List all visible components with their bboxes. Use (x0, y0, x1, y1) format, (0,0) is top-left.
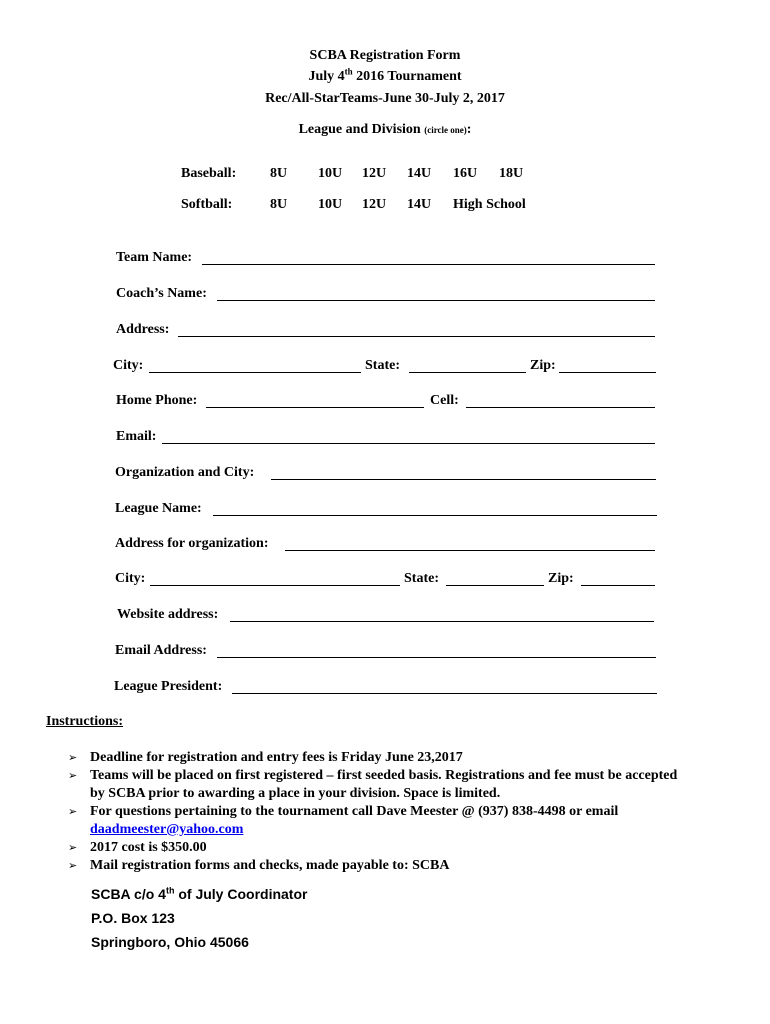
tournament-date-sup: th (344, 66, 353, 77)
instruction-text: Teams will be placed on first registered – first seeded basis. Registrations and fee must be accepted by SCBA prior to awarding a place in your division. Space is limited. (90, 768, 678, 801)
baseball-option[interactable]: 14U (407, 166, 432, 181)
org-state-line[interactable] (446, 585, 544, 586)
home-phone-label: Home Phone: (116, 393, 198, 408)
website-label: Website address: (117, 607, 219, 622)
mailing-line-2: P.O. Box 123 (91, 910, 175, 926)
instructions-heading: Instructions: (46, 714, 124, 729)
mailing-line-3: Springboro, Ohio 45066 (91, 934, 249, 950)
coach-name-label: Coach’s Name: (116, 286, 207, 301)
org-zip-line[interactable] (581, 585, 655, 586)
instructions-list (68, 749, 688, 875)
softball-row (0, 197, 770, 215)
softball-option[interactable]: 12U (362, 197, 387, 212)
address-label: Address: (116, 322, 170, 337)
list-item (68, 767, 688, 803)
instruction-text: 2017 cost is $350.00 (90, 840, 207, 855)
league-name-label: League Name: (115, 501, 202, 516)
mailing-line-1-pre: SCBA c/o 4 (91, 886, 166, 902)
org-city-label: City: (115, 571, 146, 586)
website-line[interactable] (230, 621, 654, 622)
mailing-line-1-post: of July Coordinator (174, 886, 308, 902)
organization-address-line[interactable] (285, 550, 655, 551)
organization-city-line[interactable] (271, 479, 656, 480)
league-president-label: League President: (114, 679, 223, 694)
tournament-dates: Rec/All-StarTeams-June 30-July 2, 2017 (265, 91, 505, 106)
baseball-option[interactable]: 8U (270, 166, 288, 181)
arrow-bullet-icon: ➢ (68, 859, 78, 872)
baseball-option[interactable]: 16U (453, 166, 478, 181)
coach-name-line[interactable] (217, 300, 655, 301)
league-division-colon: : (466, 122, 472, 137)
softball-option[interactable]: High School (453, 197, 526, 212)
organization-address-label: Address for organization: (115, 536, 269, 551)
instruction-text: For questions pertaining to the tournament call Dave Meester @ (937) 838-4498 or email (90, 804, 619, 819)
baseball-option[interactable]: 12U (362, 166, 387, 181)
softball-label: Softball: (181, 197, 233, 212)
league-president-line[interactable] (232, 693, 657, 694)
league-name-line[interactable] (213, 515, 657, 516)
instruction-text: Deadline for registration and entry fees is Friday June 23,2017 (90, 750, 463, 765)
baseball-option[interactable]: 10U (318, 166, 343, 181)
list-item (68, 749, 688, 767)
org-city-line[interactable] (150, 585, 400, 586)
zip-label: Zip: (530, 358, 556, 373)
city-line[interactable] (149, 372, 361, 373)
cell-line[interactable] (466, 407, 655, 408)
state-label: State: (365, 358, 400, 373)
tournament-date-line (0, 66, 770, 85)
email-address-line[interactable] (217, 657, 656, 658)
team-name-label: Team Name: (116, 250, 193, 265)
city-label: City: (113, 358, 144, 373)
address-line[interactable] (178, 336, 655, 337)
arrow-bullet-icon: ➢ (68, 751, 78, 764)
tournament-date-pre: July 4 (308, 69, 345, 84)
team-name-line[interactable] (202, 264, 655, 265)
baseball-row (0, 166, 770, 184)
home-phone-line[interactable] (206, 407, 424, 408)
cell-label: Cell: (430, 393, 459, 408)
circle-one-note: (circle one) (424, 125, 467, 135)
league-division-heading (0, 122, 770, 138)
softball-option[interactable]: 14U (407, 197, 432, 212)
email-line[interactable] (162, 443, 655, 444)
mailing-line-1 (91, 886, 307, 902)
softball-option[interactable]: 8U (270, 197, 288, 212)
arrow-bullet-icon: ➢ (68, 805, 78, 818)
org-zip-label: Zip: (548, 571, 574, 586)
tournament-date-post: 2016 Tournament (352, 69, 462, 84)
form-title: SCBA Registration Form (309, 48, 461, 63)
baseball-option[interactable]: 18U (499, 166, 524, 181)
baseball-label: Baseball: (181, 166, 237, 181)
zip-line[interactable] (559, 372, 656, 373)
list-item (68, 803, 688, 839)
arrow-bullet-icon: ➢ (68, 841, 78, 854)
instruction-text: Mail registration forms and checks, made payable to: SCBA (90, 858, 450, 873)
arrow-bullet-icon: ➢ (68, 769, 78, 782)
org-state-label: State: (404, 571, 439, 586)
organization-city-label: Organization and City: (115, 465, 255, 480)
email-link[interactable]: daadmeester@yahoo.com (90, 822, 244, 837)
league-division-label: League and Division (298, 122, 425, 137)
list-item (68, 839, 688, 857)
list-item (68, 857, 688, 875)
state-line[interactable] (409, 372, 526, 373)
mailing-line-1-sup: th (165, 885, 175, 896)
email-label: Email: (116, 429, 157, 444)
email-address-label: Email Address: (115, 643, 207, 658)
softball-option[interactable]: 10U (318, 197, 343, 212)
